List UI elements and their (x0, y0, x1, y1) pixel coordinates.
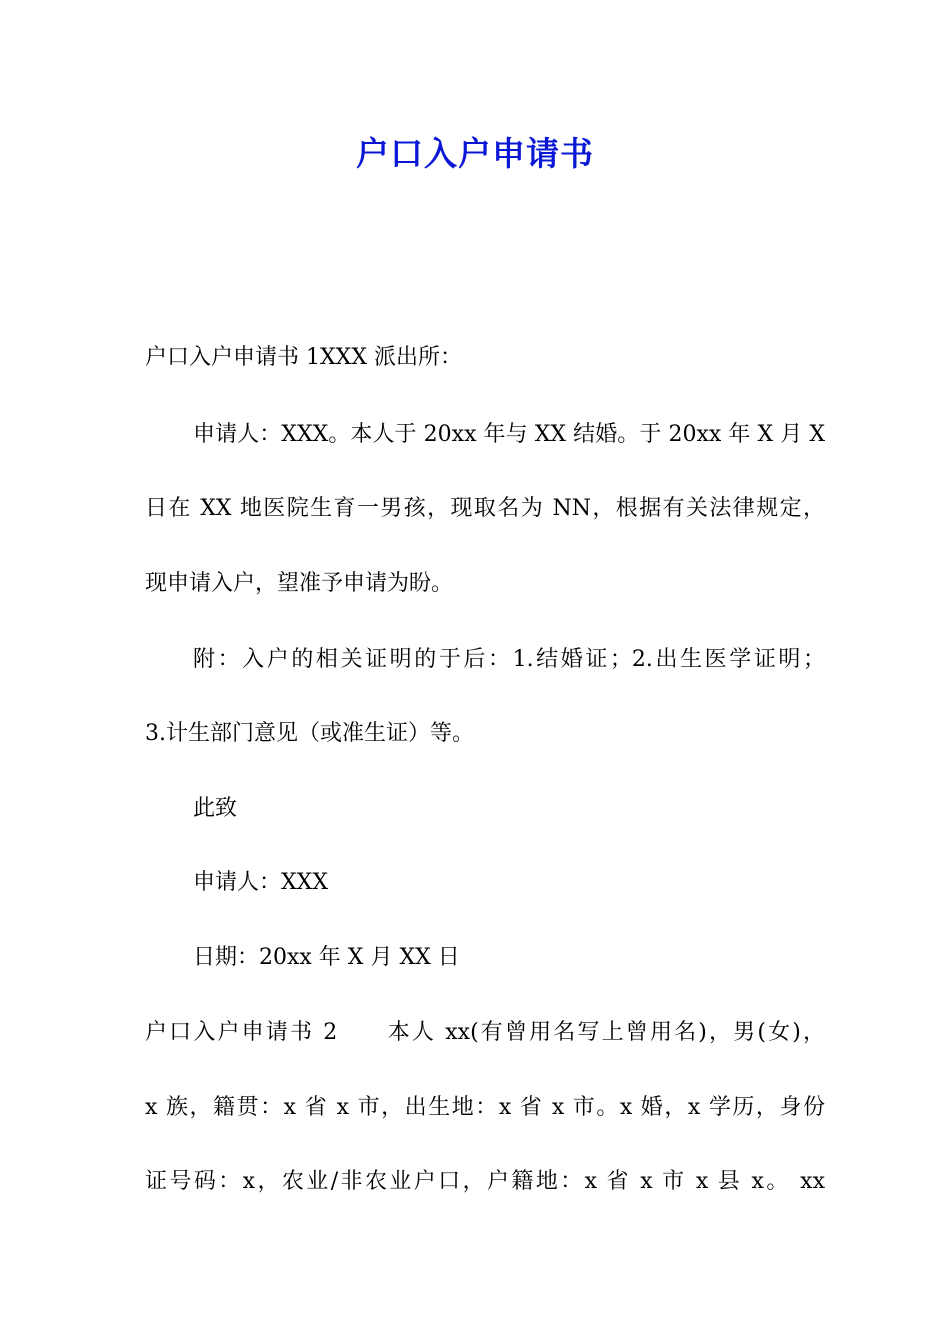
document-title: 户口入户申请书 (356, 134, 594, 173)
date-line: 日期：20xx 年 X 月 XX 日 (193, 945, 460, 970)
paragraph-line: 现申请入户，望准予申请为盼。 (145, 571, 454, 596)
applicant-signature-line: 申请人：XXX (193, 870, 328, 895)
addressee-line: 户口入户申请书 1XXX 派出所： (145, 345, 462, 370)
paragraph-line: x 族，籍贯：x 省 x 市，出生地：x 省 x 市。x 婚，x 学历，身份 (145, 1095, 825, 1120)
paragraph-line: 户口入户申请书 2 本人 xx(有曾用名写上曾用名)，男(女)， (145, 1020, 825, 1045)
paragraph-line: 日在 XX 地医院生育一男孩，现取名为 NN，根据有关法律规定， (145, 496, 825, 521)
closing-line: 此致 (193, 796, 238, 821)
paragraph-line: 申请人：XXX。本人于 20xx 年与 XX 结婚。于 20xx 年 X 月 X (193, 422, 825, 447)
attachment-line: 附：入户的相关证明的于后：1.结婚证；2.出生医学证明； (193, 647, 825, 672)
paragraph-line: 证号码：x，农业/非农业户口，户籍地：x 省 x 市 x 县 x。 xx (145, 1169, 825, 1194)
attachment-line: 3.计生部门意见（或准生证）等。 (145, 721, 474, 746)
